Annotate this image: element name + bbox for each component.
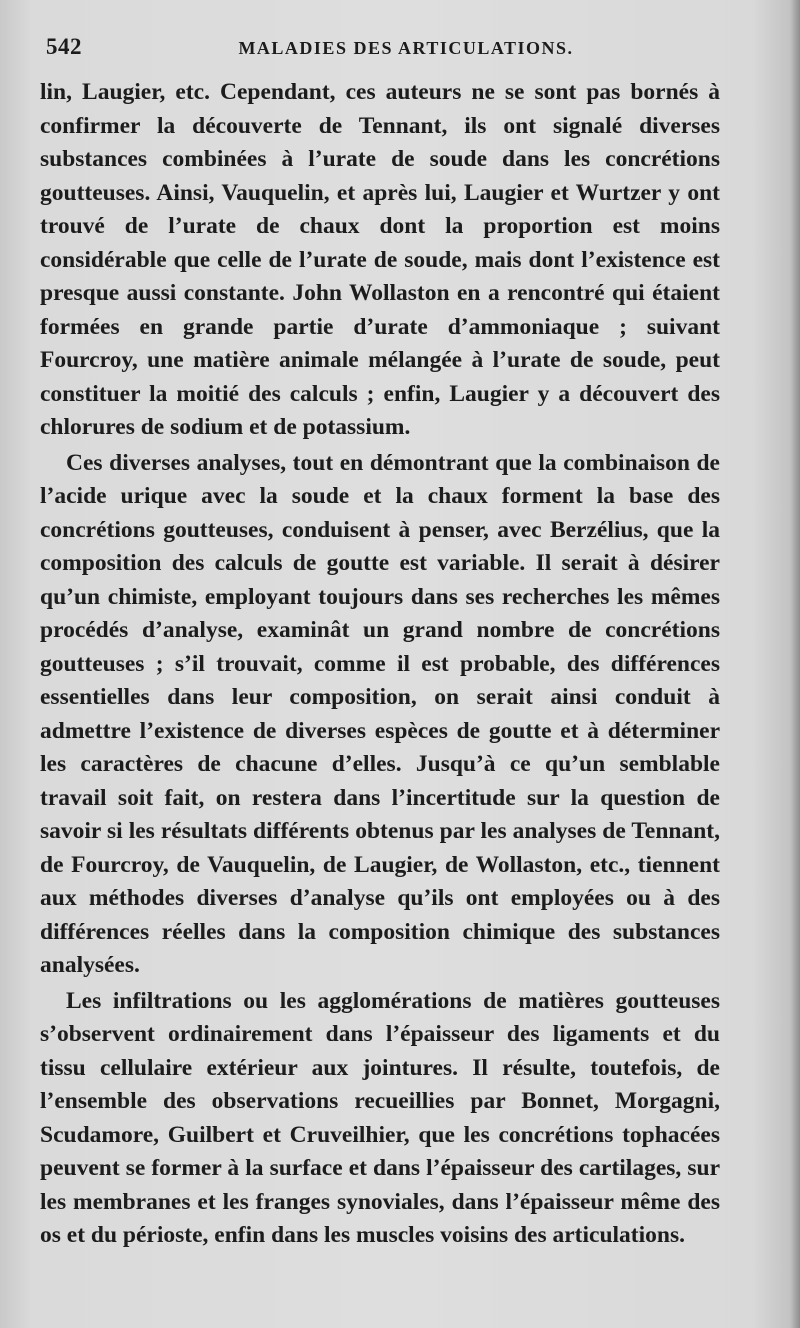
page-header <box>46 34 766 64</box>
page-number: 542 <box>46 34 82 59</box>
running-title: MALADIES DES ARTICULATIONS. <box>238 38 574 58</box>
page-edge-shadow <box>790 0 800 1328</box>
body-text <box>40 76 720 1253</box>
paragraph-continued: lin, Laugier, etc. Cependant, ces auteurs ne se sont pas bornés à confirmer la découverte de Tennant, ils ont signalé diverses substances combinées à l’urate de soude dans les concrétions goutteuses. Ainsi, Vauquelin, et après lui, Laugier et Wurtzer y ont trouvé de l’urate de chaux dont la proportion est moins considérable que celle de l’urate de soude, mais dont l’existence est presque aussi constante. John Wollaston en a rencontré qui étaient formées en grande partie d’urate d’ammoniaque ; suivant Fourcroy, une matière animale mélangée à l’urate de soude, peut constituer la moitié des calculs ; enfin, Laugier y a découvert des chlorures de sodium et de potassium. <box>40 79 720 440</box>
paragraph: Ces diverses analyses, tout en démontrant que la combinaison de l’acide urique avec la soude et la chaux forment la base des concrétions goutteuses, conduisent à penser, avec Berzélius, que la composition des calculs de goutte est variable. Il serait à désirer qu’un chimiste, employant toujours dans ses recherches les mêmes procédés d’analyse, examinât un grand nombre de concrétions goutteuses ; s’il trouvait, comme il est probable, des différences essentielles dans leur composition, on serait ainsi conduit à admettre l’existence de diverses espèces de goutte et à déterminer les caractères de chacune d’elles. Jusqu’à ce qu’un semblable travail soit fait, on restera dans l’incertitude sur la question de savoir si les résultats différents obtenus par les analyses de Tennant, de Fourcroy, de Vauquelin, de Laugier, de Wollaston, etc., tiennent aux méthodes diverses d’analyse qu’ils ont employées ou à des différences réelles dans la composition chimique des substances analysées. <box>40 449 720 978</box>
paragraph: Les infiltrations ou les agglomérations de matières goutteuses s’observent ordinairement dans l’épaisseur des ligaments et du tissu cellulaire extérieur aux jointures. Il résulte, toutefois, de l’ensemble des observations recueillies par Bonnet, Morgagni, Scudamore, Guilbert et Cruveilhier, que les concrétions tophacées peuvent se former à la surface et dans l’épaisseur des cartilages, sur les membranes et les franges synoviales, dans l’épaisseur même des os et du périoste, enfin dans les muscles voisins des articulations. <box>40 987 720 1248</box>
